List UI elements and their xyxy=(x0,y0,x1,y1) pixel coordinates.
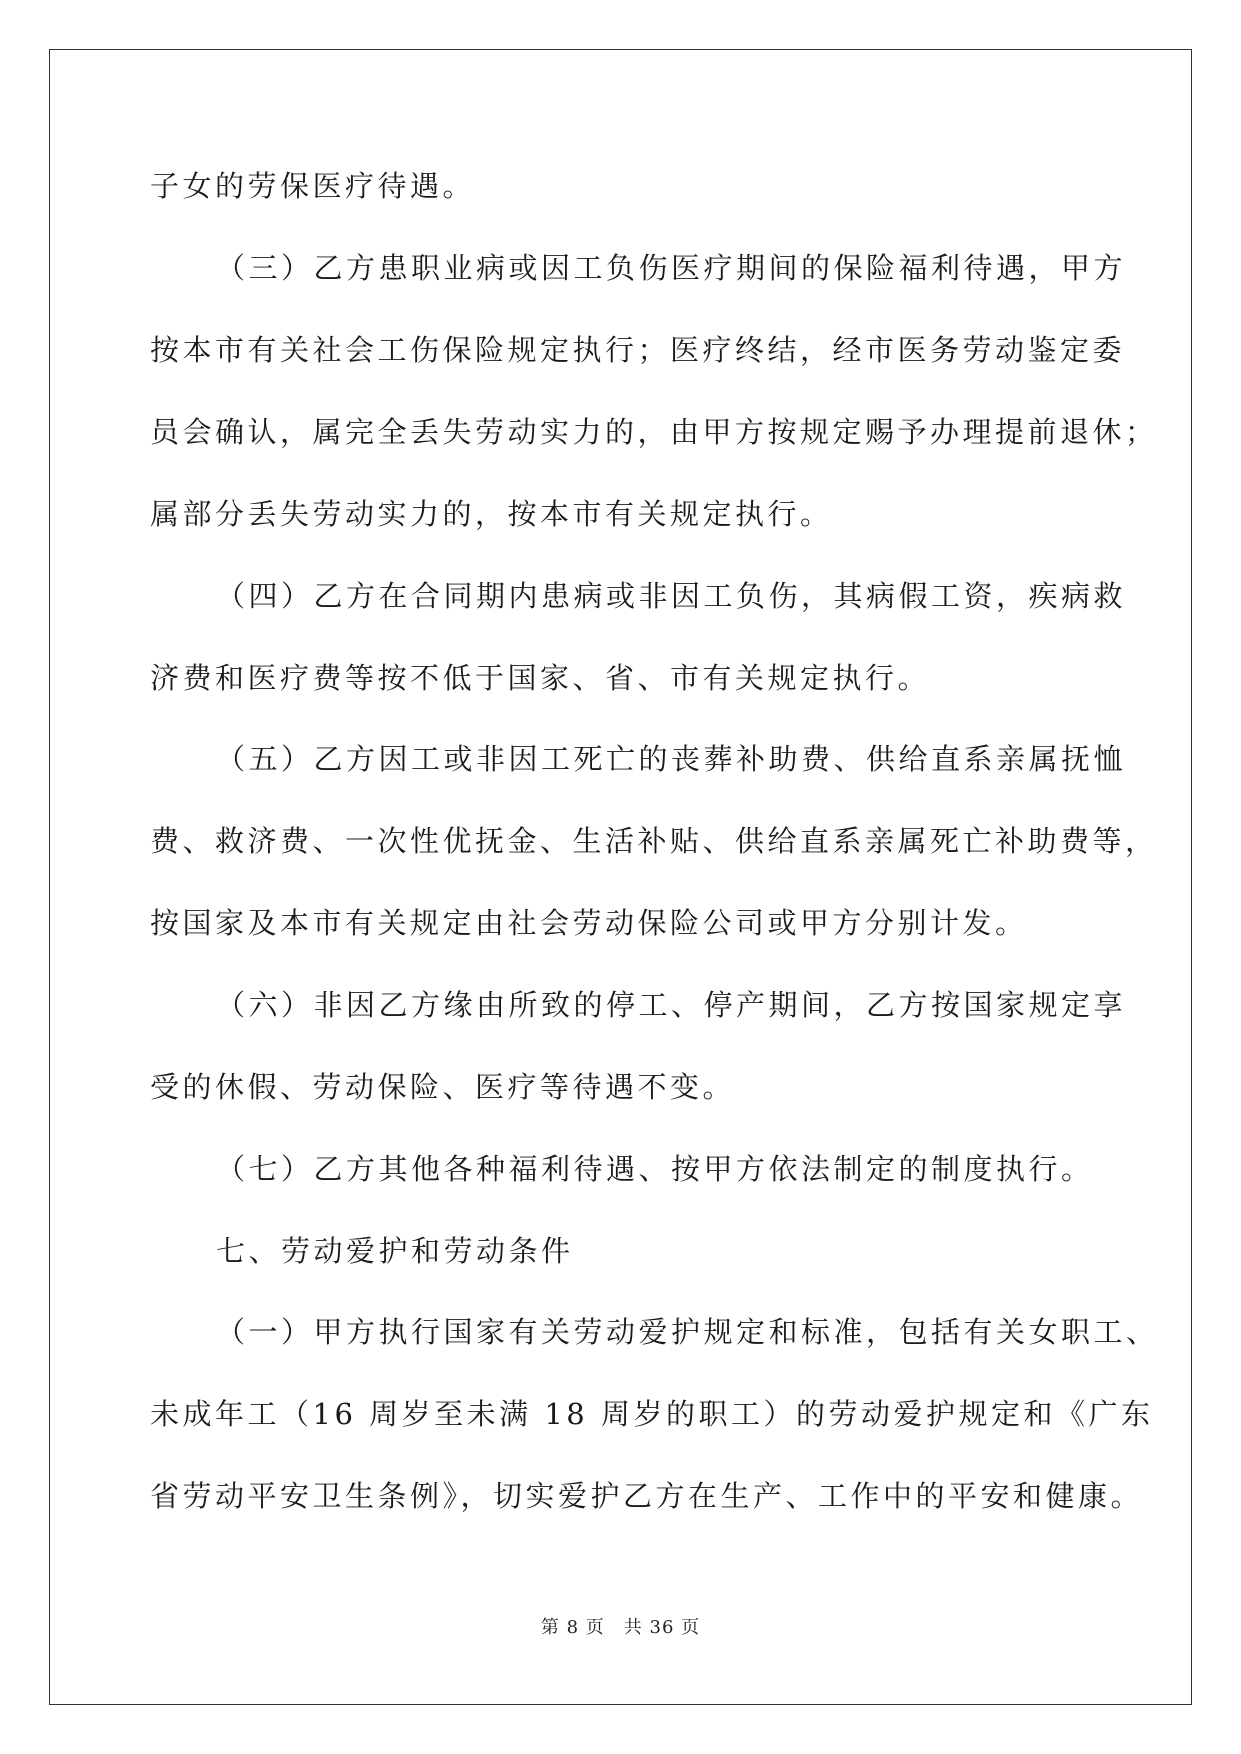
body-line: （一）甲方执行国家有关劳动爱护规定和标准，包括有关女职工、 xyxy=(216,1315,1159,1349)
body-line: 未成年工（16 周岁至未满 18 周岁的职工）的劳动爱护规定和《广东 xyxy=(150,1397,1154,1431)
body-line: 按本市有关社会工伤保险规定执行；医疗终结，经市医务劳动鉴定委 xyxy=(150,333,1126,367)
body-line: 省劳动平安卫生条例》，切实爱护乙方在生产、工作中的平安和健康。 xyxy=(150,1479,1144,1513)
body-line: 属部分丢失劳动实力的，按本市有关规定执行。 xyxy=(150,497,833,531)
body-line: （六）非因乙方缘由所致的停工、停产期间，乙方按国家规定享 xyxy=(216,988,1127,1022)
body-line: 按国家及本市有关规定由社会劳动保险公司或甲方分别计发。 xyxy=(150,906,1028,940)
page-number-footer: 第 8 页 共 36 页 xyxy=(540,1617,701,1638)
body-line: 济费和医疗费等按不低于国家、省、市有关规定执行。 xyxy=(150,661,931,695)
body-line: 子女的劳保医疗待遇。 xyxy=(150,169,476,203)
body-line: 员会确认，属完全丢失劳动实力的，由甲方按规定赐予办理提前退休； xyxy=(150,415,1158,449)
body-line: （七）乙方其他各种福利待遇、按甲方依法制定的制度执行。 xyxy=(216,1152,1094,1186)
body-line: （四）乙方在合同期内患病或非因工负伤，其病假工资，疾病救 xyxy=(216,579,1127,613)
body-line: 受的休假、劳动保险、医疗等待遇不变。 xyxy=(150,1070,736,1104)
section-heading: 七、劳动爱护和劳动条件 xyxy=(216,1234,574,1268)
page-border xyxy=(49,49,1192,1705)
body-line: 费、救济费、一次性优抚金、生活补贴、供给直系亲属死亡补助费等， xyxy=(150,824,1158,858)
body-line: （三）乙方患职业病或因工负伤医疗期间的保险福利待遇，甲方 xyxy=(216,251,1127,285)
body-line: （五）乙方因工或非因工死亡的丧葬补助费、供给直系亲属抚恤 xyxy=(216,742,1127,776)
